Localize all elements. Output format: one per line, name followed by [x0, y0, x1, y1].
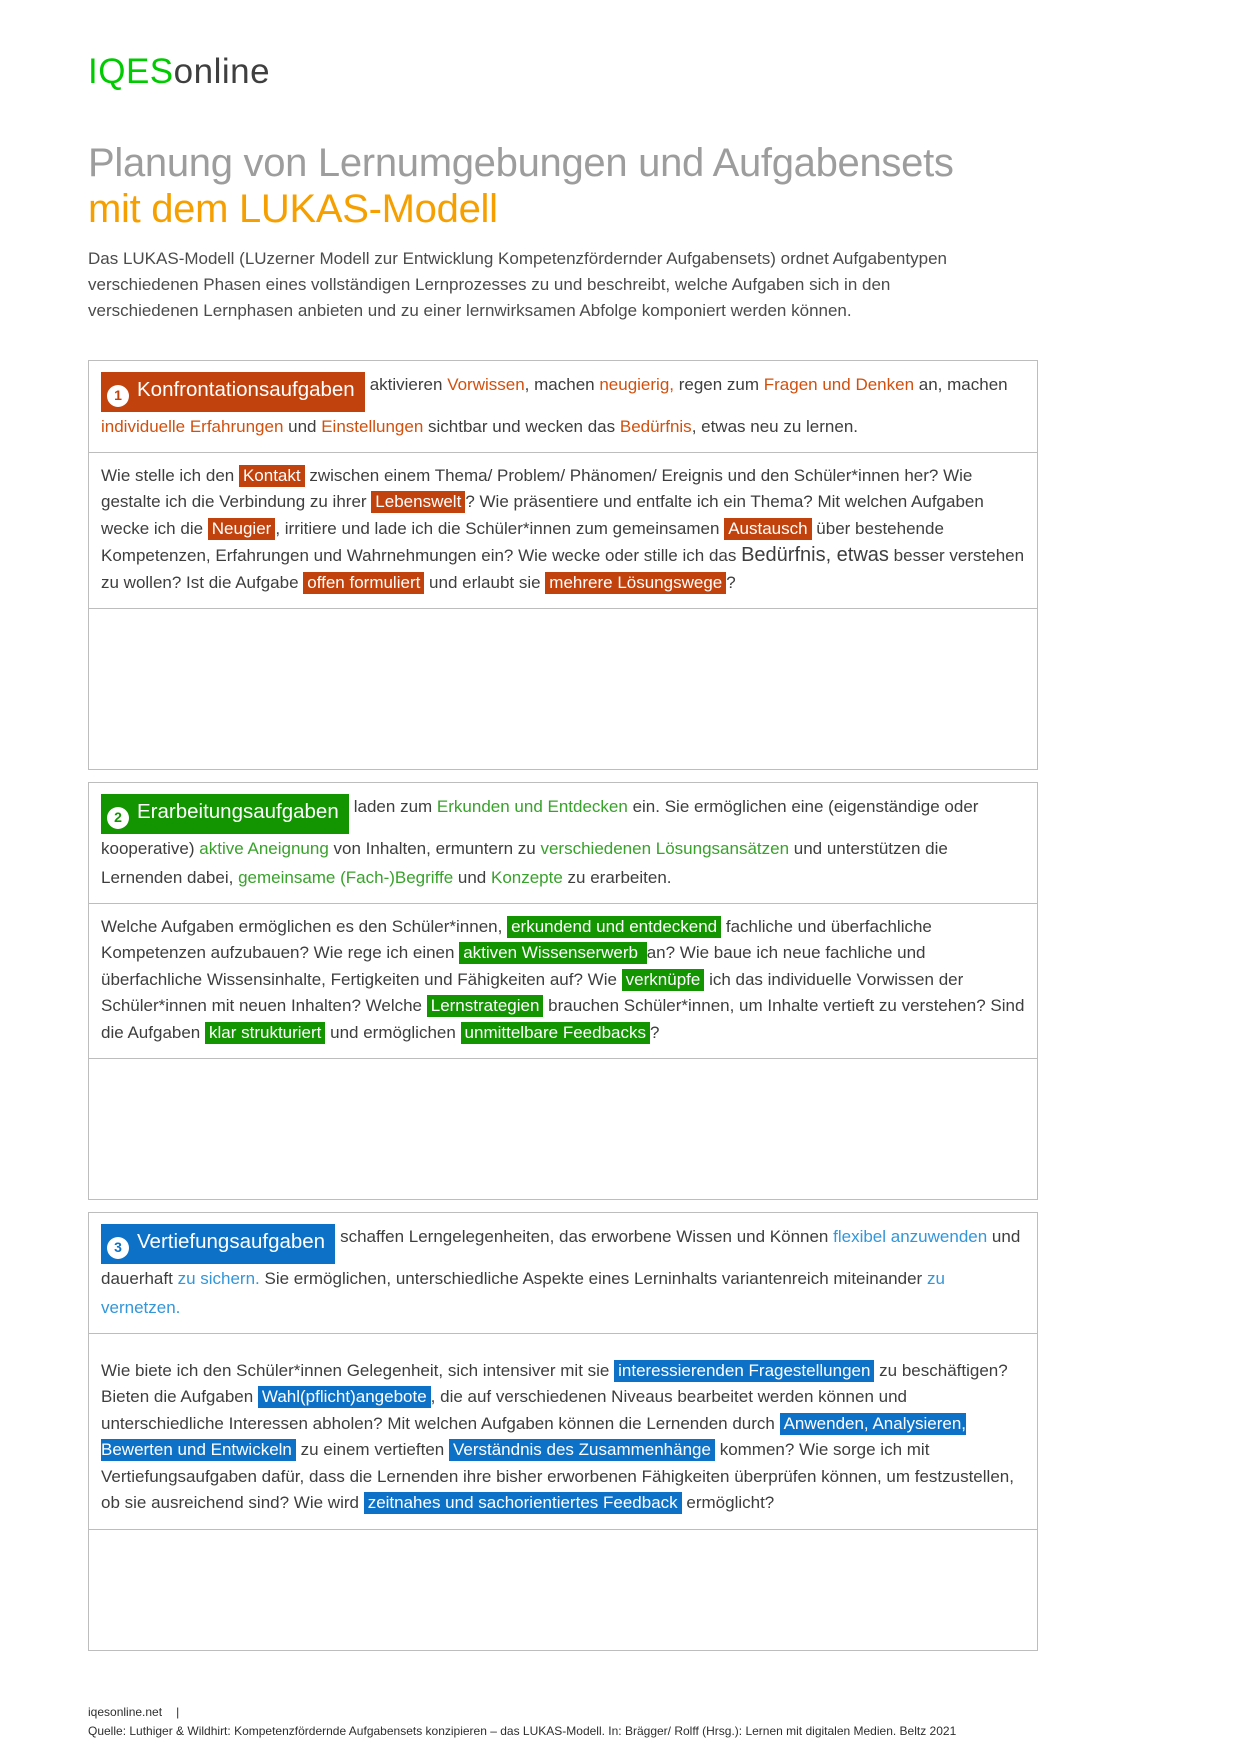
section-2-header-paragraph	[101, 792, 1025, 892]
section-3-questions-paragraph	[101, 1358, 1025, 1517]
section-2-title: Erarbeitungsaufgaben	[137, 800, 339, 823]
section-konfrontationsaufgaben	[88, 360, 1038, 770]
text-run: ? Wie präsentiere und entfalte ich ein Thema? Mit welchen Aufgaben wecke ich die	[101, 492, 984, 538]
accent-term: .	[175, 1297, 181, 1317]
text-run: ?	[649, 1022, 660, 1042]
page-footer	[88, 1704, 1158, 1740]
accent-term: verschiedenen Lösungsansätzen	[540, 838, 790, 858]
text-run: schaffen Lerngelegenheiten, das erworbene Wissen und Können	[340, 1227, 834, 1246]
text-run: über bestehende Kompetenzen, Erfahrungen und Wahrnehmungen ein? Wie wecke oder stille ich das	[101, 518, 944, 565]
text-run: ermöglicht?	[681, 1493, 775, 1512]
section-2-questions-paragraph	[101, 914, 1025, 1047]
number-2-badge-icon: 2	[107, 807, 129, 829]
text-run: ein. Sie ermöglichen eine (eigenständige oder kooperative)	[101, 797, 979, 858]
highlighted-term: Anwenden, Analysieren, Bewerten und Entwickeln	[101, 1413, 966, 1459]
text-run: und ermöglichen	[325, 1022, 461, 1042]
text-run: an? Wie baue ich neue fachliche und überfachliche Wissensinhalte, Fertigkeiten und Fähigkeiten auf? Wie	[101, 943, 926, 989]
highlighted-term: Neugier	[208, 518, 276, 540]
text-run: brauchen Schüler*innen, um Inhalte vertieft zu verstehen? Sind die Aufgaben	[101, 996, 1025, 1042]
text-run: kommen? Wie sorge ich mit Vertiefungsaufgaben dafür, dass die Lernenden ihre bisher erworbenen Fähigkeiten überprüfen können, um festzustellen, ob sie ausreichend sind? Wie wird	[101, 1440, 1014, 1512]
accent-term: aktive Aneignung	[199, 838, 329, 858]
text-run: , machen	[524, 375, 600, 394]
accent-term: Erkunden und Entdecken	[436, 797, 628, 816]
text-run: zu einem vertieften	[295, 1440, 449, 1459]
section-3-questions	[89, 1334, 1037, 1530]
footer-site-url: iqesonline.net	[88, 1704, 163, 1719]
section-1-questions	[89, 453, 1037, 610]
accent-term: Bedürfnis	[619, 416, 692, 436]
text-run: Sie ermöglichen, unterschiedliche Aspekte eines Lerninhalts variantenreich miteinander	[259, 1268, 927, 1288]
highlighted-term: Wahl(pflicht)angebote	[258, 1386, 431, 1408]
text-run: aktivieren	[369, 375, 448, 394]
highlighted-term: Lebenswelt	[371, 491, 465, 513]
accent-term: flexibel anzuwenden	[833, 1227, 988, 1246]
text-run: regen zum	[674, 375, 764, 394]
accent-term: neugierig,	[599, 375, 674, 394]
section-2-questions	[89, 904, 1037, 1060]
text-run: ?	[726, 572, 736, 592]
accent-term: gemeinsame (Fach-)Begriffe	[238, 867, 454, 887]
text-run: fachliche und überfachliche Kompetenzen aufzubauen? Wie rege ich einen	[101, 916, 932, 962]
accent-term: Einstellungen	[321, 416, 424, 436]
text-run: und	[283, 416, 322, 436]
text-run: an, machen	[914, 375, 1008, 394]
text-run: und	[453, 867, 491, 887]
section-3-notes-empty-area	[89, 1530, 1037, 1650]
text-run: , etwas neu zu lernen.	[691, 416, 859, 436]
text-run: von Inhalten, ermuntern zu	[328, 838, 541, 858]
accent-term: zu sichern.	[177, 1268, 260, 1288]
highlighted-term: mehrere Lösungswege	[545, 572, 726, 594]
text-run: Wie stelle ich den	[101, 465, 239, 485]
section-1-title-chip	[101, 372, 365, 412]
text-run: und unterstützen die Lernenden dabei,	[101, 838, 948, 887]
section-3-title: Vertiefungsaufgaben	[137, 1230, 326, 1253]
intro-paragraph: Das LUKAS-Modell (LUzerner Modell zur Entwicklung Kompetenzfördernder Aufgabensets) ordnet Aufgabentypen verschiedenen Phasen eines vollständigen Lernprozesses zu und beschreibt, welche Aufgaben sich in den verschiedenen Lernphasen anbieten und zu einer lernwirksamen Abfolge komponiert werden können.	[88, 249, 947, 320]
section-erarbeitungsaufgaben	[88, 782, 1038, 1200]
page-title-line2: mit dem LUKAS-Modell	[88, 187, 498, 231]
text-run: zu erarbeiten.	[562, 867, 672, 887]
highlighted-term: interessierenden Fragestellungen	[614, 1360, 874, 1382]
highlighted-term: aktiven Wissenserwerb	[459, 942, 647, 964]
highlighted-term: Austausch	[724, 518, 811, 540]
section-2-notes-empty-area	[89, 1059, 1037, 1199]
accent-term: individuelle Erfahrungen	[101, 416, 284, 436]
highlighted-term: Kontakt	[239, 465, 305, 487]
iqes-online-logo	[88, 52, 1152, 92]
text-run: und dauerhaft	[101, 1227, 1021, 1288]
number-1-badge-icon: 1	[107, 385, 129, 407]
text-run: , die auf verschiedenen Niveaus bearbeitet werden können und unterschiedliche Interessen abholen? Mit welchen Aufgaben können die Lernenden durch	[101, 1387, 907, 1433]
section-1-header	[89, 361, 1037, 453]
text-run: ich das individuelle Vorwissen der Schüler*innen mit neuen Inhalten? Welche	[101, 969, 964, 1015]
text-run: sichtbar und wecken das	[423, 416, 620, 436]
text-run: Welche Aufgaben ermöglichen es den Schüler*innen,	[101, 916, 508, 936]
accent-term: Fragen und Denken	[763, 375, 915, 394]
text-run: , irritiere und lade ich die Schüler*innen zum gemeinsamen	[275, 518, 725, 538]
section-1-header-paragraph	[101, 370, 1025, 441]
section-2-header	[89, 783, 1037, 904]
section-3-header-paragraph	[101, 1222, 1025, 1322]
number-3-badge-icon: 3	[107, 1237, 129, 1259]
section-3-header	[89, 1213, 1037, 1334]
section-1-questions-paragraph	[101, 463, 1025, 597]
logo-part-online: online	[173, 52, 271, 91]
accent-term: Vorwissen	[447, 375, 525, 394]
text-run: und erlaubt sie	[424, 572, 546, 592]
section-3-title-chip	[101, 1224, 335, 1264]
footer-source-citation: Quelle: Luthiger & Wildhirt: Kompetenzfördernde Aufgabensets konzipieren – das LUKAS-Modell. In: Brägger/ Rolff (Hrsg.): Lernen mit digitalen Medien. Beltz 2021	[88, 1723, 957, 1738]
text-run: zu beschäftigen? Bieten die Aufgaben	[101, 1360, 1008, 1406]
footer-separator: |	[176, 1704, 180, 1719]
highlighted-term: zeitnahes und sachorientiertes Feedback	[364, 1492, 682, 1514]
section-1-notes-empty-area	[89, 609, 1037, 769]
page-title	[88, 140, 1152, 232]
highlighted-term: unmittelbare Feedbacks	[461, 1022, 650, 1044]
sections-container	[88, 360, 1038, 1651]
highlighted-term: offen formuliert	[303, 572, 424, 594]
highlighted-term: Lernstrategien	[427, 995, 544, 1017]
highlighted-term: verknüpfe	[622, 969, 705, 991]
highlighted-term: klar strukturiert	[205, 1022, 325, 1044]
text-run: zwischen einem Thema/ Problem/ Phänomen/ Ereignis und den Schüler*innen her? Wie gestalte ich die Verbindung zu ihrer	[101, 465, 973, 511]
accent-term: Konzepte	[490, 867, 563, 887]
text-run: Wie biete ich den Schüler*innen Gelegenheit, sich intensiver mit sie	[101, 1360, 615, 1380]
text-run: Bedürfnis, etwas	[741, 544, 889, 566]
page-title-line1: Planung von Lernumgebungen und Aufgabensets	[88, 141, 954, 185]
text-run: laden zum	[353, 797, 437, 816]
section-2-title-chip	[101, 794, 349, 834]
footer-site-line	[88, 1704, 1158, 1721]
logo-part-iqes: IQES	[88, 52, 174, 91]
section-1-title: Konfrontationsaufgaben	[137, 378, 355, 401]
section-vertiefungsaufgaben	[88, 1212, 1038, 1651]
highlighted-term: erkundend und entdeckend	[507, 916, 721, 938]
highlighted-term: Verständnis des Zusammenhänge	[449, 1439, 715, 1461]
accent-term: zu vernetzen	[101, 1268, 945, 1317]
text-run: besser verstehen zu wollen? Ist die Aufgabe	[101, 546, 1025, 592]
